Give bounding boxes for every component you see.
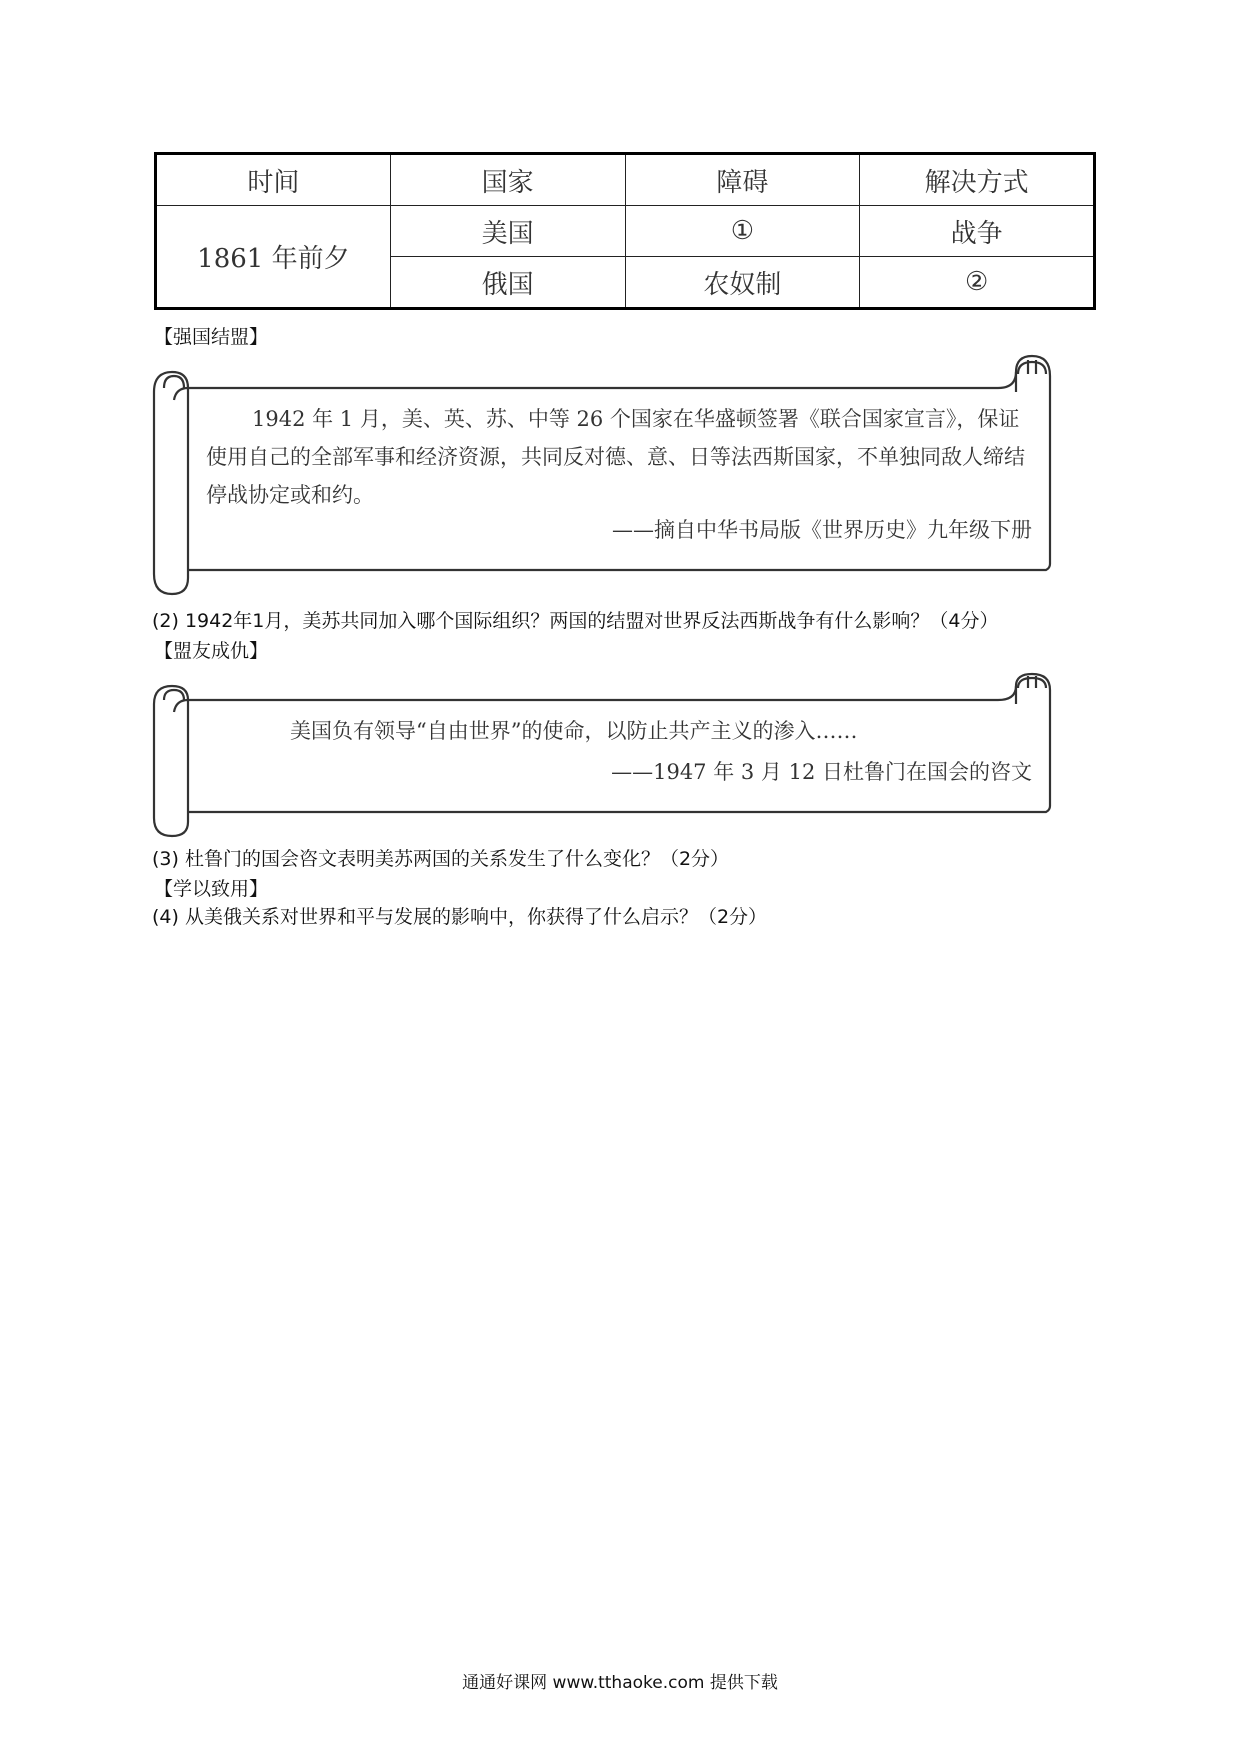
country-cell: 美国 [390,206,625,257]
solution-cell: ② [860,257,1095,309]
time-cell: 1861 年前夕 [156,206,391,309]
table-header-row [156,154,1095,206]
section-heading-alliance: 【强国结盟】 [154,326,269,348]
quote-scroll-1 [150,352,1084,598]
quote-scroll-2 [150,672,1084,840]
quote-source-1: ——摘自中华书局版《世界历史》九年级下册 [612,518,1032,542]
header-obstacle: 障碍 [625,154,860,206]
section-heading-enemy: 【盟友成仇】 [154,640,269,662]
solution-cell: 战争 [860,206,1095,257]
obstacle-cell: ① [625,206,860,257]
quote-text-2: 美国负有领导“自由世界”的使命，以防止共产主义的渗入…… [290,719,858,743]
header-country: 国家 [390,154,625,206]
question-3: (3) 杜鲁门的国会咨文表明美苏两国的关系发生了什么变化？（2分） [152,848,730,870]
table-row [156,206,1095,257]
quote-text-1: 1942 年 1 月，美、英、苏、中等 26 个国家在华盛顿签署《联合国家宣言》，保证使用自己的全部军事和经济资源，共同反对德、意、日等法西斯国家，不单独同敌人缔结停战协定或和约。 [206,407,1025,507]
history-table [154,152,1096,310]
quote-source-2: ——1947 年 3 月 12 日杜鲁门在国会的咨文 [611,760,1032,784]
question-4: (4) 从美俄关系对世界和平与发展的影响中，你获得了什么启示？（2分） [152,906,768,928]
section-heading-apply: 【学以致用】 [154,878,269,900]
country-cell: 俄国 [390,257,625,309]
header-time: 时间 [156,154,391,206]
question-2: (2) 1942年1月，美苏共同加入哪个国际组织？两国的结盟对世界反法西斯战争有什么影响？（4分） [152,610,999,632]
header-solution: 解决方式 [860,154,1095,206]
obstacle-cell: 农奴制 [625,257,860,309]
page-footer: 通通好课网 www.tthaoke.com 提供下载 [462,1673,778,1693]
